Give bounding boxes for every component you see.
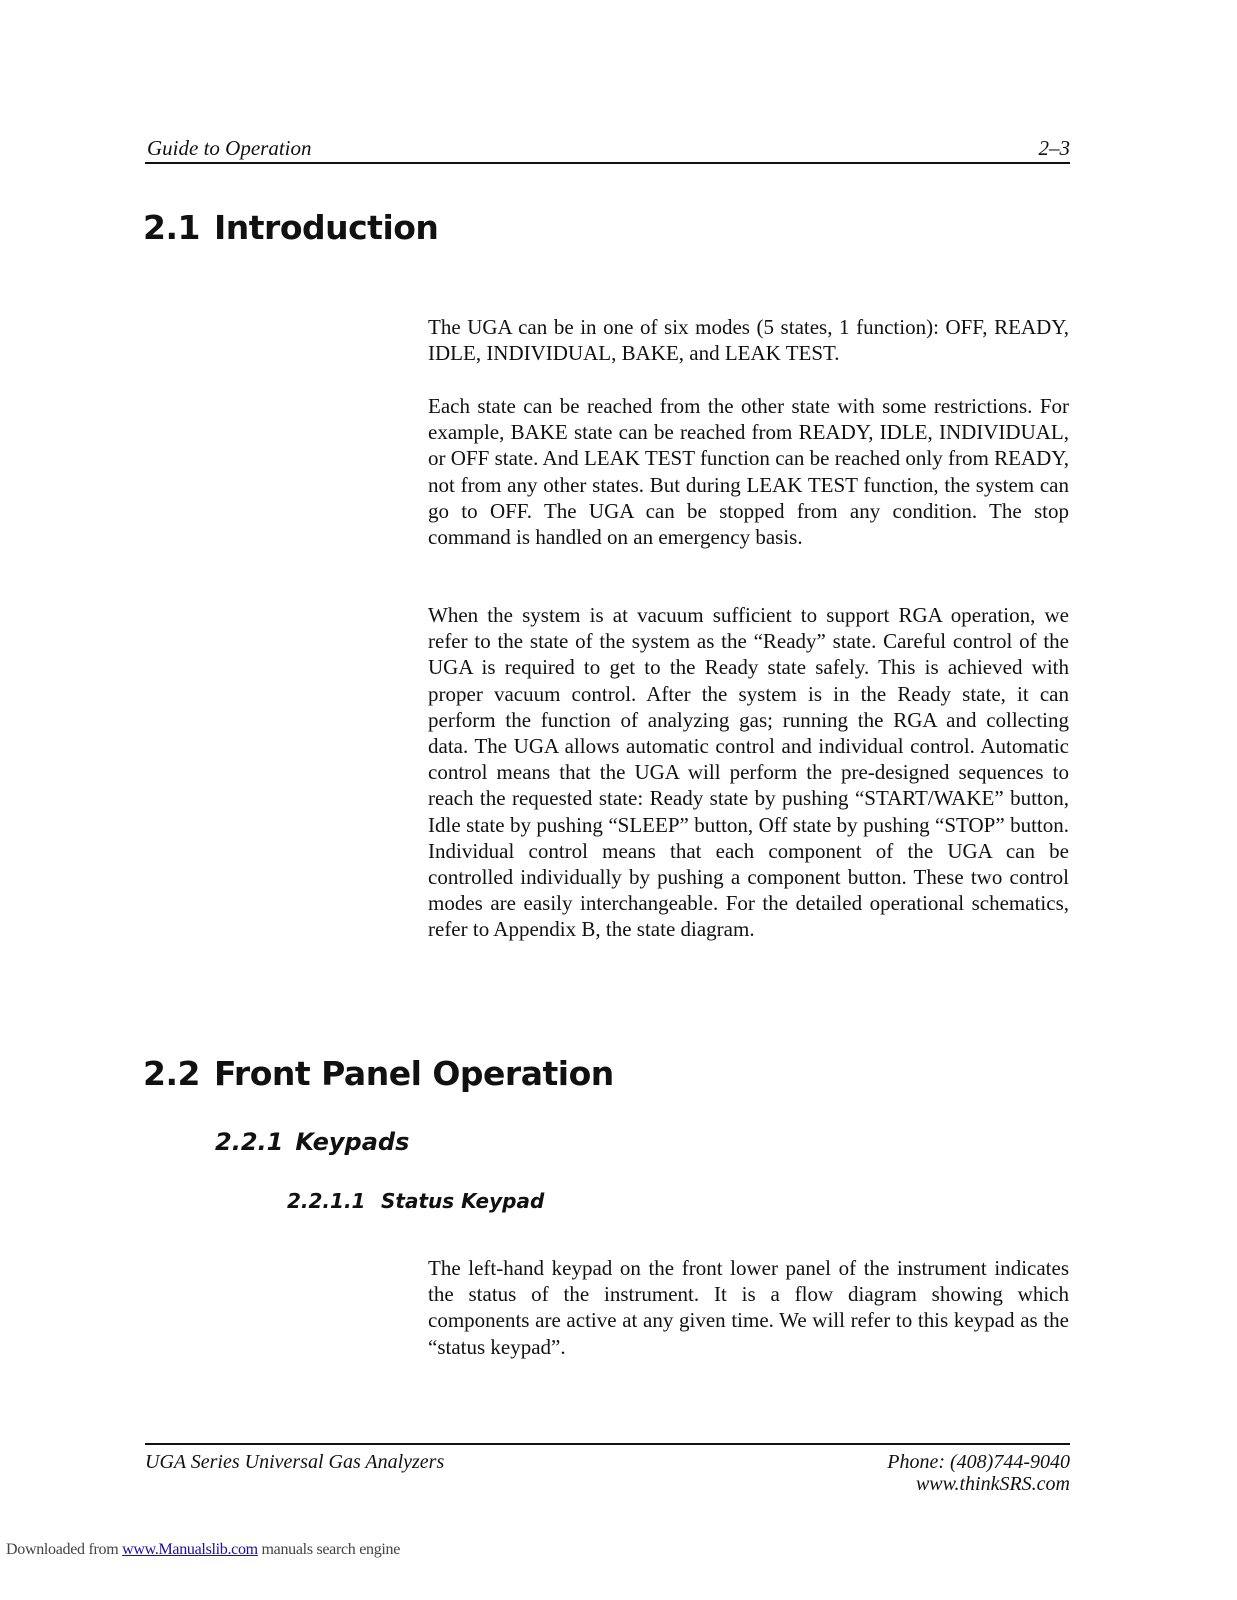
status-keypad-paragraph: The left-hand keypad on the front lower panel of the instrument indicates the status of the instrument. It is a flow diagram showing which components are active at any given time. We will refer to this keypad as the “status keypad”. [428, 1256, 1069, 1359]
manualslib-link[interactable]: www.Manualslib.com [122, 1541, 258, 1558]
section-title: Introduction [214, 208, 439, 247]
section-heading-front-panel [143, 1054, 614, 1093]
subsubsection-number: 2.2.1.1 [287, 1189, 366, 1213]
subsection-number: 2.2.1 [215, 1128, 284, 1156]
download-watermark [6, 1541, 400, 1559]
section-number: 2.1 [143, 208, 200, 247]
footer-contact [887, 1451, 1070, 1495]
download-suffix: manuals search engine [257, 1541, 401, 1558]
intro-paragraph-1: The UGA can be in one of six modes (5 states, 1 function): OFF, READY, IDLE, INDIVIDUAL, BAKE, and LEAK TEST. [428, 315, 1069, 366]
running-footer [145, 1443, 1070, 1497]
download-prefix: Downloaded from [6, 1541, 123, 1558]
header-page-number: 2–3 [1038, 136, 1070, 160]
subsubsection-title: Status Keypad [381, 1189, 545, 1213]
section-title: Front Panel Operation [214, 1054, 614, 1093]
header-chapter-title: Guide to Operation [147, 136, 312, 160]
section-number: 2.2 [143, 1054, 200, 1093]
section-heading-introduction [143, 208, 438, 247]
intro-paragraph-2: Each state can be reached from the other state with some restrictions. For example, BAKE state can be reached from READY, IDLE, INDIVIDUAL, or OFF state. And LEAK TEST function can be reached only from READY, not from any other states. But during LEAK TEST function, the system can go to OFF. The UGA can be stopped from any condition. The stop command is handled on an emergency basis. [428, 394, 1069, 550]
footer-product-name: UGA Series Universal Gas Analyzers [145, 1451, 445, 1473]
subsection-title: Keypads [295, 1128, 410, 1156]
running-header [145, 136, 1070, 164]
subsubsection-heading-status-keypad [287, 1189, 544, 1213]
footer-phone: Phone: (408)744-9040 [887, 1451, 1070, 1473]
footer-website: www.thinkSRS.com [915, 1473, 1070, 1495]
subsection-heading-keypads [215, 1128, 409, 1156]
intro-paragraph-3: When the system is at vacuum sufficient to support RGA operation, we refer to the state of the system as the “Ready” state. Careful control of the UGA is required to get to the Ready state safely. This is achieved with proper vacuum control. After the system is in the Ready state, it can perform the function of analyzing gas; running the RGA and collecting data. The UGA allows automatic control and individual control. Automatic control means that the UGA will perform the pre-designed sequences to reach the requested state: Ready state by pushing “START/WAKE” button, Idle state by pushing “SLEEP” button, Off state by pushing “STOP” button. Individual control means that each component of the UGA can be controlled individually by pushing a component button. These two control modes are easily interchangeable. For the detailed operational schematics, refer to Appendix B, the state diagram. [428, 603, 1069, 942]
